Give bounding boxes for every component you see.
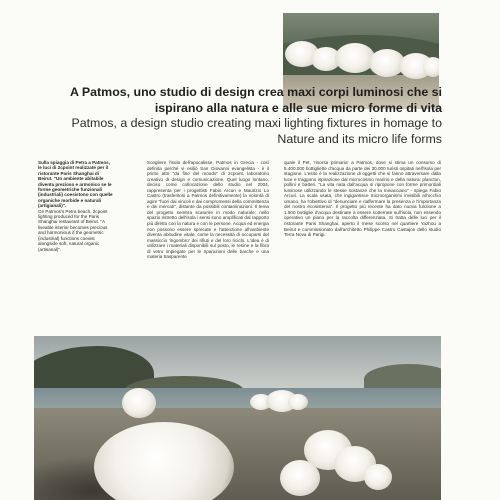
photo-caption — [38, 160, 114, 252]
article-column-1: Scegliere l'isola dell'apocalisse, Patmos in Grecia - così definita perché vi esiliò San Giovanni evangelista - è il primo atto "da fine del mondo" di 2cpoint, laboratorio creativo di design e comunicazione. Quel luogo lontano, deciso come collocazione dello studio nel 2004, rappresenta per i progettisti Fabio Arcuri e Maurizio Lo Castro (trasferitosi a Patmos definitivamente) la volontà di agire "fuori dai vincoli e dai compromessi della committenza e dei mercati", distante da possibili contaminazioni. Il tema del progetto sembra scaturire in modo naturale: nello spazio ristretto dell'isola i sensi sono amplificati dal rapporto più diretto con la natura e con le persone. Acqua ed energia non possono essere sprecate e l'attenzione all'ambiente diventa abitudine vitale, come la necessità di occuparsi del massiccio 'ingombro' dei rifiuti e del loro riciclo. L'idea è di utilizzare i materiali disponibili sul posto, le resine e la fibra di vetro impiegate per le riparazioni delle barche e una materia trasparente — [147, 160, 269, 260]
article-column-2: quale il Pet, 'risorsa primaria' a Patmos, dove si stima un consumo di 5.400.000 bottigliette d'acqua da parte dei 30.000 turisti ospitati nell'isola per stagione. L'esito è la realizzazione di oggetti che si fanno attraversare dalla luce e traggono ispirazione dal microcosmo marino e della natura: plancton, pollini e batteri. "La vita nata dall'acqua si ripropone con forme primordiali luminose utilizzando le stesse sostanze che la minacciano" - spiega Fabio Arcuri. La scala usata, che ingigantisce microorganismi invisibili all'occhio umano, ha l'obiettivo di "denunciare e riaffermare la presenza e l'importanza del nostro ecosistema". Il progetto più recente ha dato nuova funzione a 1.500 bottiglie d'acqua destinate a essere sotterrate sull'isola, non essendo operativo un piano per la raccolta differenziata. Si tratta delle luci per il ristorante Paris Shanghai, aperto il mese scorso nel quartiere Yazhou a Beirut e commissionato dall'architetto Philippe Castro Castajon dello studio Terra Nova di Parigi. — [284, 160, 441, 238]
light-sculpture — [280, 460, 320, 496]
light-sculpture — [423, 57, 439, 77]
headline-italian: A Patmos, uno studio di design crea maxi corpi luminosi che si ispirano alla natura e alle sue micro forme di vita — [69, 85, 442, 115]
light-sculpture — [122, 388, 156, 418]
light-sculpture — [288, 394, 308, 410]
bottom-photo — [34, 336, 441, 500]
caption-italian: Sulla spiaggia di Petra a Patmos, le luci di 2cpoint realizzate per il ristorante Paris Shanghai di Beirut. "Un ambiente abitabile diventa prezioso e armonico se le forme geometriche funzionali (industriali) coesistono con quelle organiche morbide e naturali (artigianali)". — [38, 160, 113, 209]
light-sculpture — [364, 464, 392, 490]
photo-sea — [34, 388, 441, 410]
headline-english: Patmos, a design studio creating maxi lighting fixtures in homage to Nature and its micro life forms — [71, 116, 442, 146]
caption-english: On Patmos's Petra beach, 2cpoint lighting produced for the Paris Shanghai restaurant of Beirut. "A liveable interior becomes precious and harmonious if the geometric (industrial) functions coexist alongside soft, natural organic (artisanal)". — [38, 208, 108, 252]
